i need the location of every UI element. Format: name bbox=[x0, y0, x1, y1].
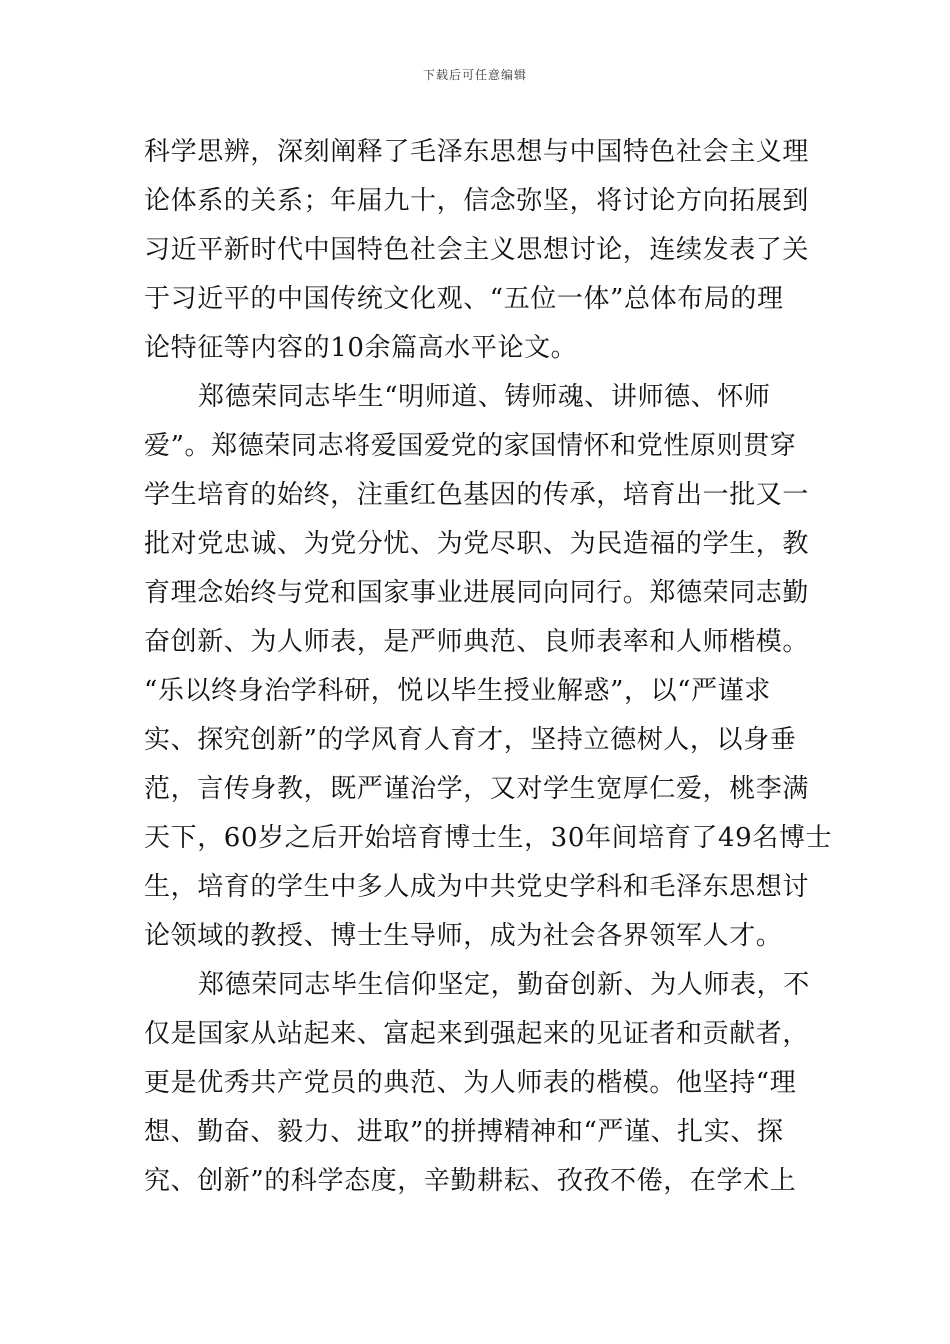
text-line: 更是优秀共产党员的典范、为人师表的楷模。他坚持“理 bbox=[144, 1068, 797, 1098]
text-line: 习近平新时代中国特色社会主义思想讨论，连续发表了关 bbox=[144, 235, 810, 265]
text-line: 论领域的教授、博士生导师，成为社会各界领军人才。 bbox=[144, 921, 783, 951]
text-line: 于习近平的中国传统文化观、“五位一体”总体布局的理 bbox=[144, 284, 784, 314]
text-line: 究、创新”的科学态度，辛勤耕耘、孜孜不倦，在学术上 bbox=[144, 1166, 797, 1196]
body-text bbox=[144, 128, 833, 1206]
paragraph-2 bbox=[144, 373, 833, 961]
page-header: 下载后可任意编辑 bbox=[422, 68, 527, 82]
text-line: 论体系的关系；年届九十，信念弥坚，将讨论方向拓展到 bbox=[144, 186, 810, 216]
paragraph-3 bbox=[144, 961, 814, 1206]
paragraph-1 bbox=[144, 128, 814, 373]
text-line: 学生培育的始终，注重红色基因的传承，培育出一批又一 bbox=[144, 480, 810, 510]
text-line: 天下，60岁之后开始培育博士生，30年间培育了49名博士 bbox=[144, 823, 833, 853]
text-line: 论特征等内容的10余篇高水平论文。 bbox=[144, 333, 578, 363]
text-line: 想、勤奋、毅力、进取”的拼搏精神和“严谨、扎实、探 bbox=[144, 1117, 784, 1147]
text-line: “乐以终身治学科研，悦以毕生授业解惑”，以“严谨求 bbox=[144, 676, 771, 706]
text-line: 仅是国家从站起来、富起来到强起来的见证者和贡献者， bbox=[144, 1019, 810, 1049]
text-line: 科学思辨，深刻阐释了毛泽东思想与中国特色社会主义理 bbox=[144, 137, 810, 167]
text-line: 郑德荣同志毕生“明师道、铸师魂、讲师德、怀师 bbox=[198, 382, 771, 412]
text-line: 批对党忠诚、为党分忧、为党尽职、为民造福的学生，教 bbox=[144, 529, 810, 559]
text-line: 郑德荣同志毕生信仰坚定，勤奋创新、为人师表，不 bbox=[198, 970, 810, 1000]
text-line: 爱”。郑德荣同志将爱国爱党的家国情怀和党性原则贯穿 bbox=[144, 431, 797, 461]
text-line: 范，言传身教，既严谨治学，又对学生宽厚仁爱，桃李满 bbox=[144, 774, 810, 804]
text-line: 生，培育的学生中多人成为中共党史学科和毛泽东思想讨 bbox=[144, 872, 810, 902]
text-line: 实、探究创新”的学风育人育才，坚持立德树人，以身垂 bbox=[144, 725, 797, 755]
text-line: 奋创新、为人师表，是严师典范、良师表率和人师楷模。 bbox=[144, 627, 810, 657]
text-line: 育理念始终与党和国家事业进展同向同行。郑德荣同志勤 bbox=[144, 578, 810, 608]
